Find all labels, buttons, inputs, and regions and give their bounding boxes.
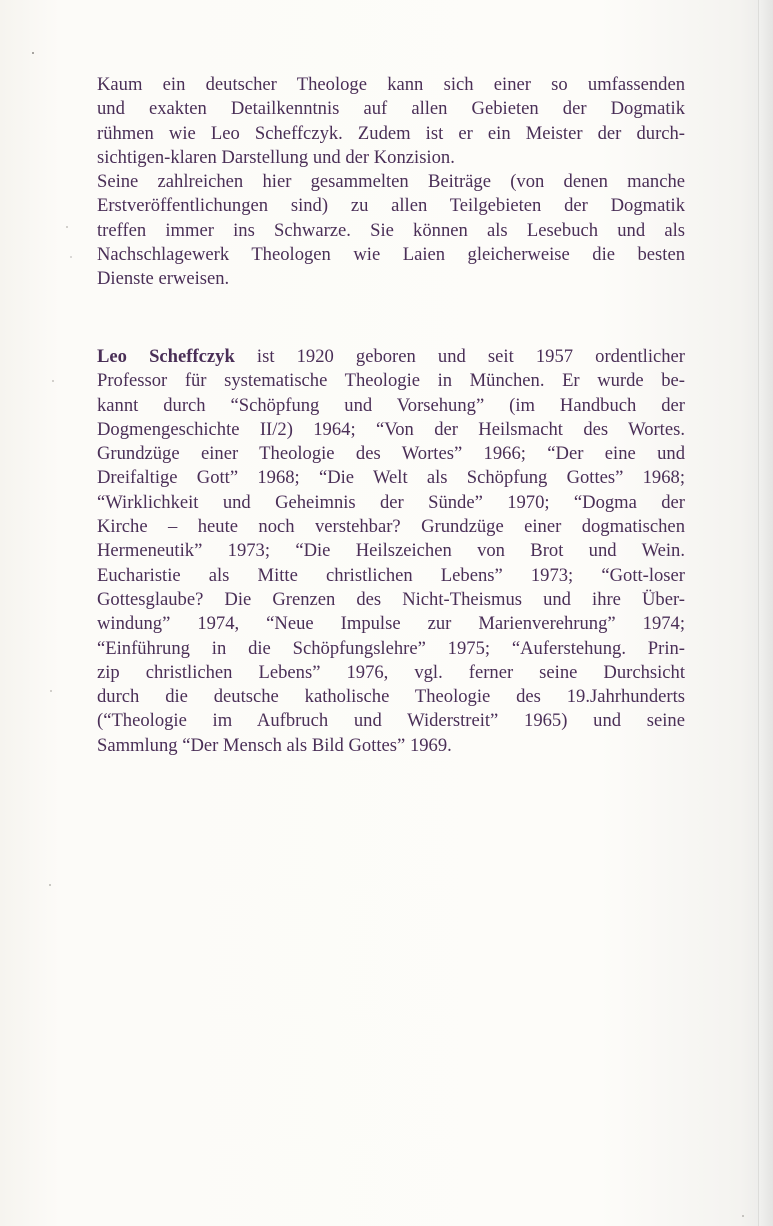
blurb-line: Dienste erweisen.	[97, 268, 230, 290]
bio-line: Kirche – heute noch verstehbar? Grundzüge einer dogmatischen	[97, 516, 685, 538]
page-right-edge	[758, 0, 773, 1226]
blurb-line: Seine zahlreichen hier gesammelten Beiträge (von denen manche	[97, 171, 685, 193]
bio-line: “Einführung in die Schöpfungslehre” 1975; “Auferstehung. Prin-	[97, 637, 685, 659]
blurb-line: rühmen wie Leo Scheffczyk. Zudem ist er ein Meister der durch-	[97, 122, 685, 144]
bio-line: Dreifaltige Gott” 1968; “Die Welt als Schöpfung Gottes” 1968;	[97, 467, 685, 489]
bio-line: Gottesglaube? Die Grenzen des Nicht-Theismus und ihre Über-	[97, 588, 685, 610]
bio-first-line-rest: ist 1920 geboren und seit 1957 ordentlicher	[234, 346, 685, 367]
bio-line: (“Theologie im Aufbruch und Widerstreit” 1965) und seine	[97, 710, 685, 732]
paper-speck	[32, 52, 34, 54]
bio-line: windung” 1974, “Neue Impulse zur Marienverehrung” 1974;	[97, 613, 685, 635]
blurb-line: und exakten Detailkenntnis auf allen Gebieten der Dogmatik	[97, 98, 685, 120]
blurb-line: treffen immer ins Schwarze. Sie können als Lesebuch und als	[97, 219, 685, 241]
paper-speck	[49, 884, 51, 886]
paper-speck	[742, 1215, 744, 1217]
bio-line: Grundzüge einer Theologie des Wortes” 1966; “Der eine und	[97, 443, 685, 465]
bio-line: Hermeneutik” 1973; “Die Heilszeichen von Brot und Wein.	[97, 540, 685, 562]
bio-line: Professor für systematische Theologie in München. Er wurde be-	[97, 370, 685, 392]
blurb-line: Erstveröffentlichungen sind) zu allen Teilgebieten der Dogmatik	[97, 195, 685, 217]
blurb-line: Nachschlagewerk Theologen wie Laien gleicherweise die besten	[97, 244, 685, 266]
bio-line: Eucharistie als Mitte christlichen Lebens” 1973; “Gott-loser	[97, 564, 685, 586]
bio-line: “Wirklichkeit und Geheimnis der Sünde” 1970; “Dogma der	[97, 491, 685, 513]
bio-first-line	[97, 345, 685, 369]
bio-line: zip christlichen Lebens” 1976, vgl. ferner seine Durchsicht	[97, 661, 685, 683]
author-name: Leo Scheffczyk	[97, 346, 235, 367]
paper-speck	[70, 256, 72, 258]
bio-line: kannt durch “Schöpfung und Vorsehung” (im Handbuch der	[97, 394, 685, 416]
blurb-line: Kaum ein deutscher Theologe kann sich einer so umfassenden	[97, 74, 685, 95]
bio-line: Sammlung “Der Mensch als Bild Gottes” 1969.	[97, 734, 452, 756]
author-biography	[97, 345, 685, 758]
bio-line: durch die deutsche katholische Theologie des 19.Jahrhunderts	[97, 686, 685, 708]
bio-line: Dogmengeschichte II/2) 1964; “Von der Heilsmacht des Wortes.	[97, 418, 685, 440]
paper-speck	[52, 380, 54, 382]
paper-speck	[66, 226, 68, 228]
publisher-blurb	[97, 73, 685, 292]
paper-speck	[50, 690, 52, 692]
blurb-line: sichtigen-klaren Darstellung und der Konzision.	[97, 146, 455, 168]
